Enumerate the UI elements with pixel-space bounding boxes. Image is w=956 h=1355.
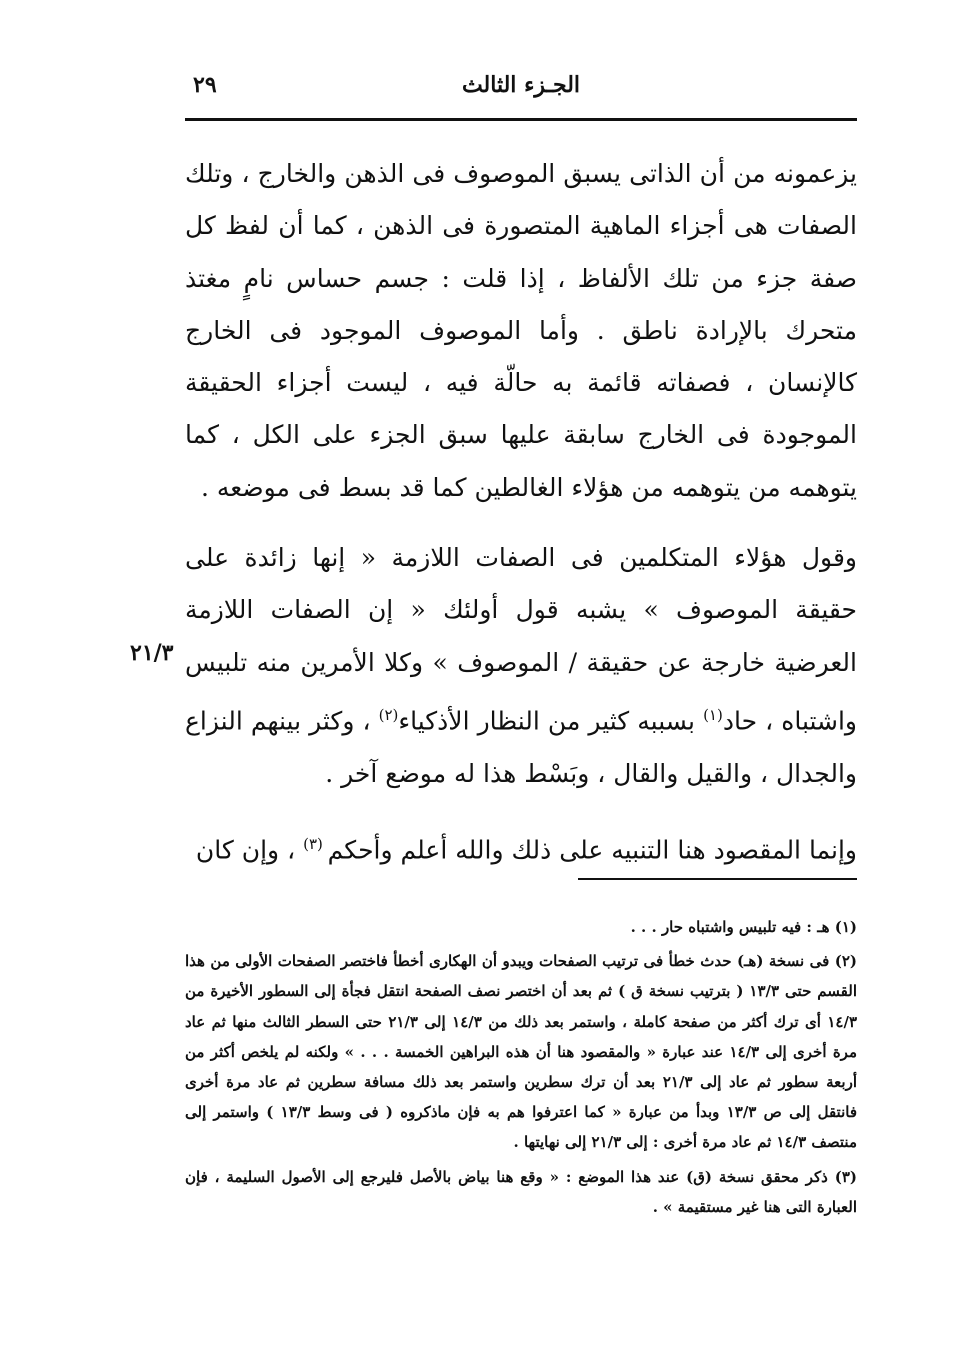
paragraph-2-part-b: بسببه كثير من النظار الأذكياء (398, 706, 704, 736)
running-title: الجـزء الثالث (461, 72, 581, 98)
paragraph-2 (185, 532, 857, 800)
footnote-3: (٣) ذكر محقق نسخة (ق) عند هذا الموضع : « وقع هنا بياض بالأصل فليرجع إلى الأصول السليمة ، فإن العبارة التى هنا غير مستقيمة » . (185, 1167, 857, 1216)
paragraph-3-part-b: ، وإن كان (195, 835, 304, 865)
paragraph-3-part-a: وإنما المقصود هنا التنبيه على ذلك والله أعلم وأحكم (327, 835, 857, 865)
page-number: ٢٩ (193, 72, 217, 98)
header-rule (185, 118, 857, 121)
footnote-ref-3: (٣) (303, 834, 328, 853)
main-text (185, 148, 857, 877)
paragraph-1: يزعمونه من أن الذاتى يسبق الموصوف فى الذهن والخارج ، وتلك الصفات هى أجزاء الماهية المتصورة فى الذهن ، كما أن لفظ كل صفة جزء من تلك الألفاظ ، إذا قلت : جسم حساس نامٍ مغتذ متحرك بالإرادة ناطق . وأما الموصوف الموجود فى الخارج كالإنسان ، فصفاته قائمة به حالّة فيه ، ليست أجزاء الحقيقة الموجودة فى الخارج سابقة عليها سبق الجزء على الكل ، كما يتوهمه من يتوهمه من هؤلاء الغالطين كما قد بسط فى موضعه . (185, 159, 857, 502)
footnote-separator (578, 878, 857, 880)
paragraph-2-part-a: وقول هؤلاء المتكلمين فى الصفات اللازمة « إنها زائدة على حقيقة الموصوف » يشبه قول أولئك « إن الصفات اللازمة العرضية خارجة عن حقيقة / الموصوف » وكلا الأمرين منه تلبيس واشتباه ، حاد (185, 543, 857, 736)
footnotes (185, 912, 857, 1226)
paragraph-2-part-c: ، وكثر بينهم النزاع والجدال ، والقيل والقال ، وبَسْط هذا له موضع آخر . (185, 706, 857, 788)
margin-page-reference: ٢١/٣ (130, 640, 174, 666)
page-header (185, 72, 857, 112)
footnote-2: (٢) فى نسخة (هـ) حدث خطأ فى ترتيب الصفحات ويبدو أن الهكارى أخطأ فاختصر الصفحات الأولى من هذا القسم حتى ١٣/٣ ( بترتيب نسخة ق ) ثم بعد أن اختصر نصف الصفحة انتقل فجأة إلى السطور الأخيرة من ١٤/٣ أى ترك أكثر من صفحة كاملة ، واستمر بعد ذلك من ١٤/٣ إلى ٢١/٣ حتى السطر الثالث منها ثم عاد مرة أخرى إلى ١٤/٣ عند عبارة « والمقصود هنا أن هذه البراهين الخمسة . . . » ولكنه لم يلخص أكثر من أربعة سطور ثم عاد إلى ٢١/٣ بعد أن ترك سطرين واستمر بعد ذلك مسافة سطرين ثم عاد مرة أخرى فانتقل إلى ص ١٣/٣ وبدأ من عبارة « كما اعترفوا هم به فإن ماذكروه ( فى وسط ١٣/٣ ) واستمر إلى منتصف ١٤/٣ ثم عاد مرة أخرى : إلى ٢١/٣ إلى نهايتها . (185, 952, 858, 1152)
footnote-ref-1: (١) (703, 705, 723, 724)
footnote-ref-2: (٢) (378, 705, 399, 724)
paragraph-3 (185, 818, 857, 877)
footnote-1: (١) هـ : فيه تلبيس واشتباه حار . . . (630, 918, 857, 936)
